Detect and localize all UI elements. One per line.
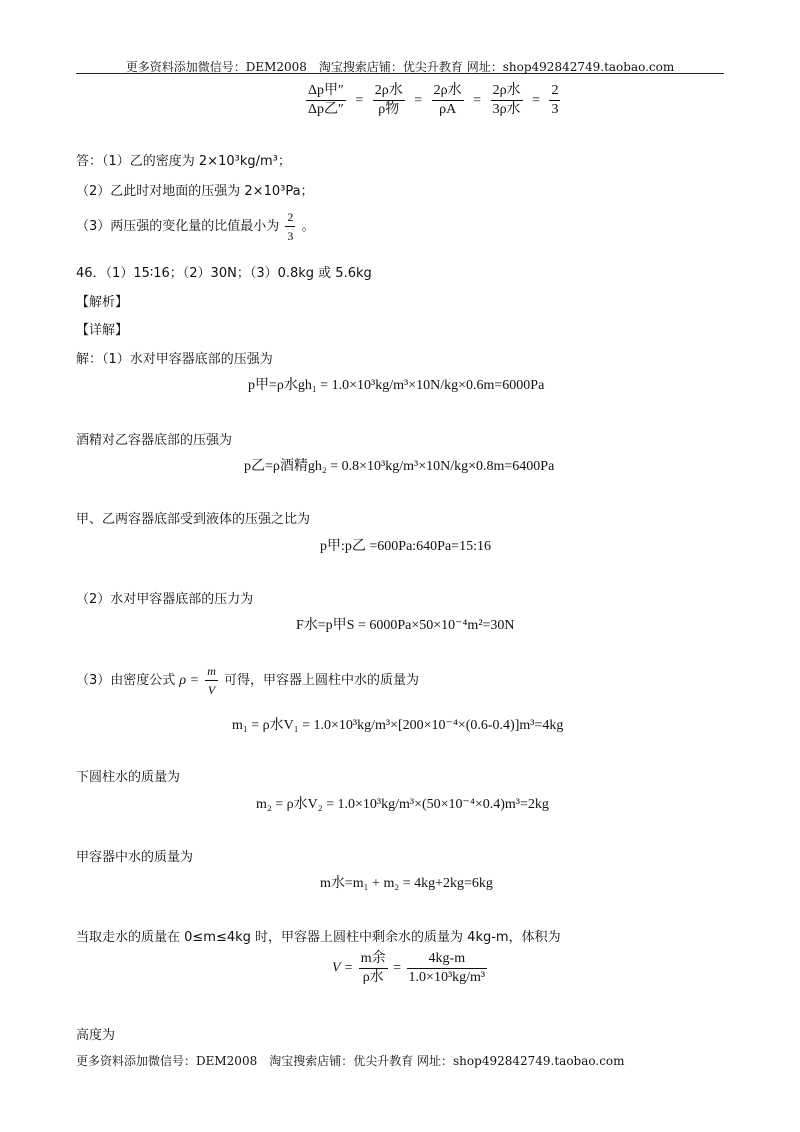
answer-line-2: （2）乙此时对地面的压强为 2×10³Pa； xyxy=(76,184,314,199)
page-header: 更多资料添加微信号：DEM2008 淘宝搜索店铺：优尖升教育 网址：shop492842749.taobao.com xyxy=(125,60,675,74)
step-5-text: （3）由密度公式 ρ = $\frac{m}{V}$ 可得，甲容器上圆柱中水的质量为 xyxy=(76,664,420,697)
step-3-text: 甲、乙两容器底部受到液体的压强之比为 xyxy=(76,512,311,527)
question-46-title: 46．（1）15∶16；（2）30N；（3）0.8kg 或 5.6kg xyxy=(76,266,372,281)
fraction-3: $\frac{\text{2ρ水}}{\rho A}$ xyxy=(433,83,462,117)
step-6-text: 下圆柱水的质量为 xyxy=(76,770,181,785)
fraction-1: $\frac{\text{Δp甲″}}{\text{Δp乙″}}$ xyxy=(308,83,344,117)
equation-8: V = $\frac{\text{m余}}{\text{ρ水}}$ = $\frac{4kg-m}{\text{1.0×10³kg/m³}}$ xyxy=(332,951,486,985)
detail-heading: 【详解】 xyxy=(76,323,129,338)
fraction-4: $\frac{\text{2ρ水}}{\text{3ρ水}}$ xyxy=(492,83,521,117)
step-7-text: 甲容器中水的质量为 xyxy=(76,850,194,865)
equation-6: m₂ = ρ水V₂ = 1.0×10³kg/m³×(50×10⁻⁴×0.4)m³=2kg xyxy=(256,797,549,812)
answer-line-1: 答：（1）乙的密度为 2×10³kg/m³； xyxy=(76,154,291,169)
fraction-2: $\frac{\text{2ρ水}}{\text{ρ物}}$ xyxy=(374,83,403,117)
page-footer: 更多资料添加微信号：DEM2008 淘宝搜索店铺：优尖升教育 网址：shop492842749.taobao.com xyxy=(76,1054,625,1068)
equation-4: F水=p甲S = 6000Pa×50×10⁻⁴m²=30N xyxy=(296,618,515,633)
fraction-5: $\frac{2}{3}$ xyxy=(551,83,559,117)
step-9-text: 高度为 xyxy=(76,1028,116,1043)
equation-5: m₁ = ρ水V₁ = 1.0×10³kg/m³×[200×10⁻⁴×(0.6-0.4)]m³=4kg xyxy=(232,718,564,733)
volume-fraction-1: $\frac{\text{m余}}{\text{ρ水}}$ xyxy=(360,951,386,985)
equation-2: p乙=ρ酒精gh₂ = 0.8×10³kg/m³×10N/kg×0.8m=6400Pa xyxy=(244,459,555,474)
equation-top: $\frac{\text{Δp甲″}}{\text{Δp乙″}}$ = $\frac{\text{2ρ水}}{\text{ρ物}}$ = $\frac{\text{2ρ水}}{\rho A}$ = $\frac{\text{2ρ水}}{\text{3ρ水}}$ = $\frac{2}{3}$ xyxy=(308,83,559,117)
equation-1: p甲=ρ水gh₁ = 1.0×10³kg/m³×10N/kg×0.6m=6000Pa xyxy=(248,378,545,393)
answer-line-3: （3）两压强的变化量的比值最小为 $\frac{2}{3}$ 。 xyxy=(76,210,315,243)
step-1-text: 解：（1）水对甲容器底部的压强为 xyxy=(76,352,273,367)
header-rule xyxy=(76,73,724,74)
step-8-text: 当取走水的质量在 0≤m≤4kg 时，甲容器上圆柱中剩余水的质量为 4kg-m，体积为 xyxy=(76,930,561,945)
analysis-heading: 【解析】 xyxy=(76,295,129,310)
step-4-text: （2）水对甲容器底部的压力为 xyxy=(76,592,254,607)
equation-3: p甲:p乙 =600Pa:640Pa=15:16 xyxy=(320,539,491,554)
answer-fraction: $\frac{2}{3}$ xyxy=(287,210,294,243)
equation-7: m水=m₁ + m₂ = 4kg+2kg=6kg xyxy=(320,876,493,891)
density-fraction: $\frac{m}{V}$ xyxy=(207,664,216,697)
volume-fraction-2: $\frac{4kg-m}{\text{1.0×10³kg/m³}}$ xyxy=(408,951,486,985)
step-2-text: 酒精对乙容器底部的压强为 xyxy=(76,433,233,448)
